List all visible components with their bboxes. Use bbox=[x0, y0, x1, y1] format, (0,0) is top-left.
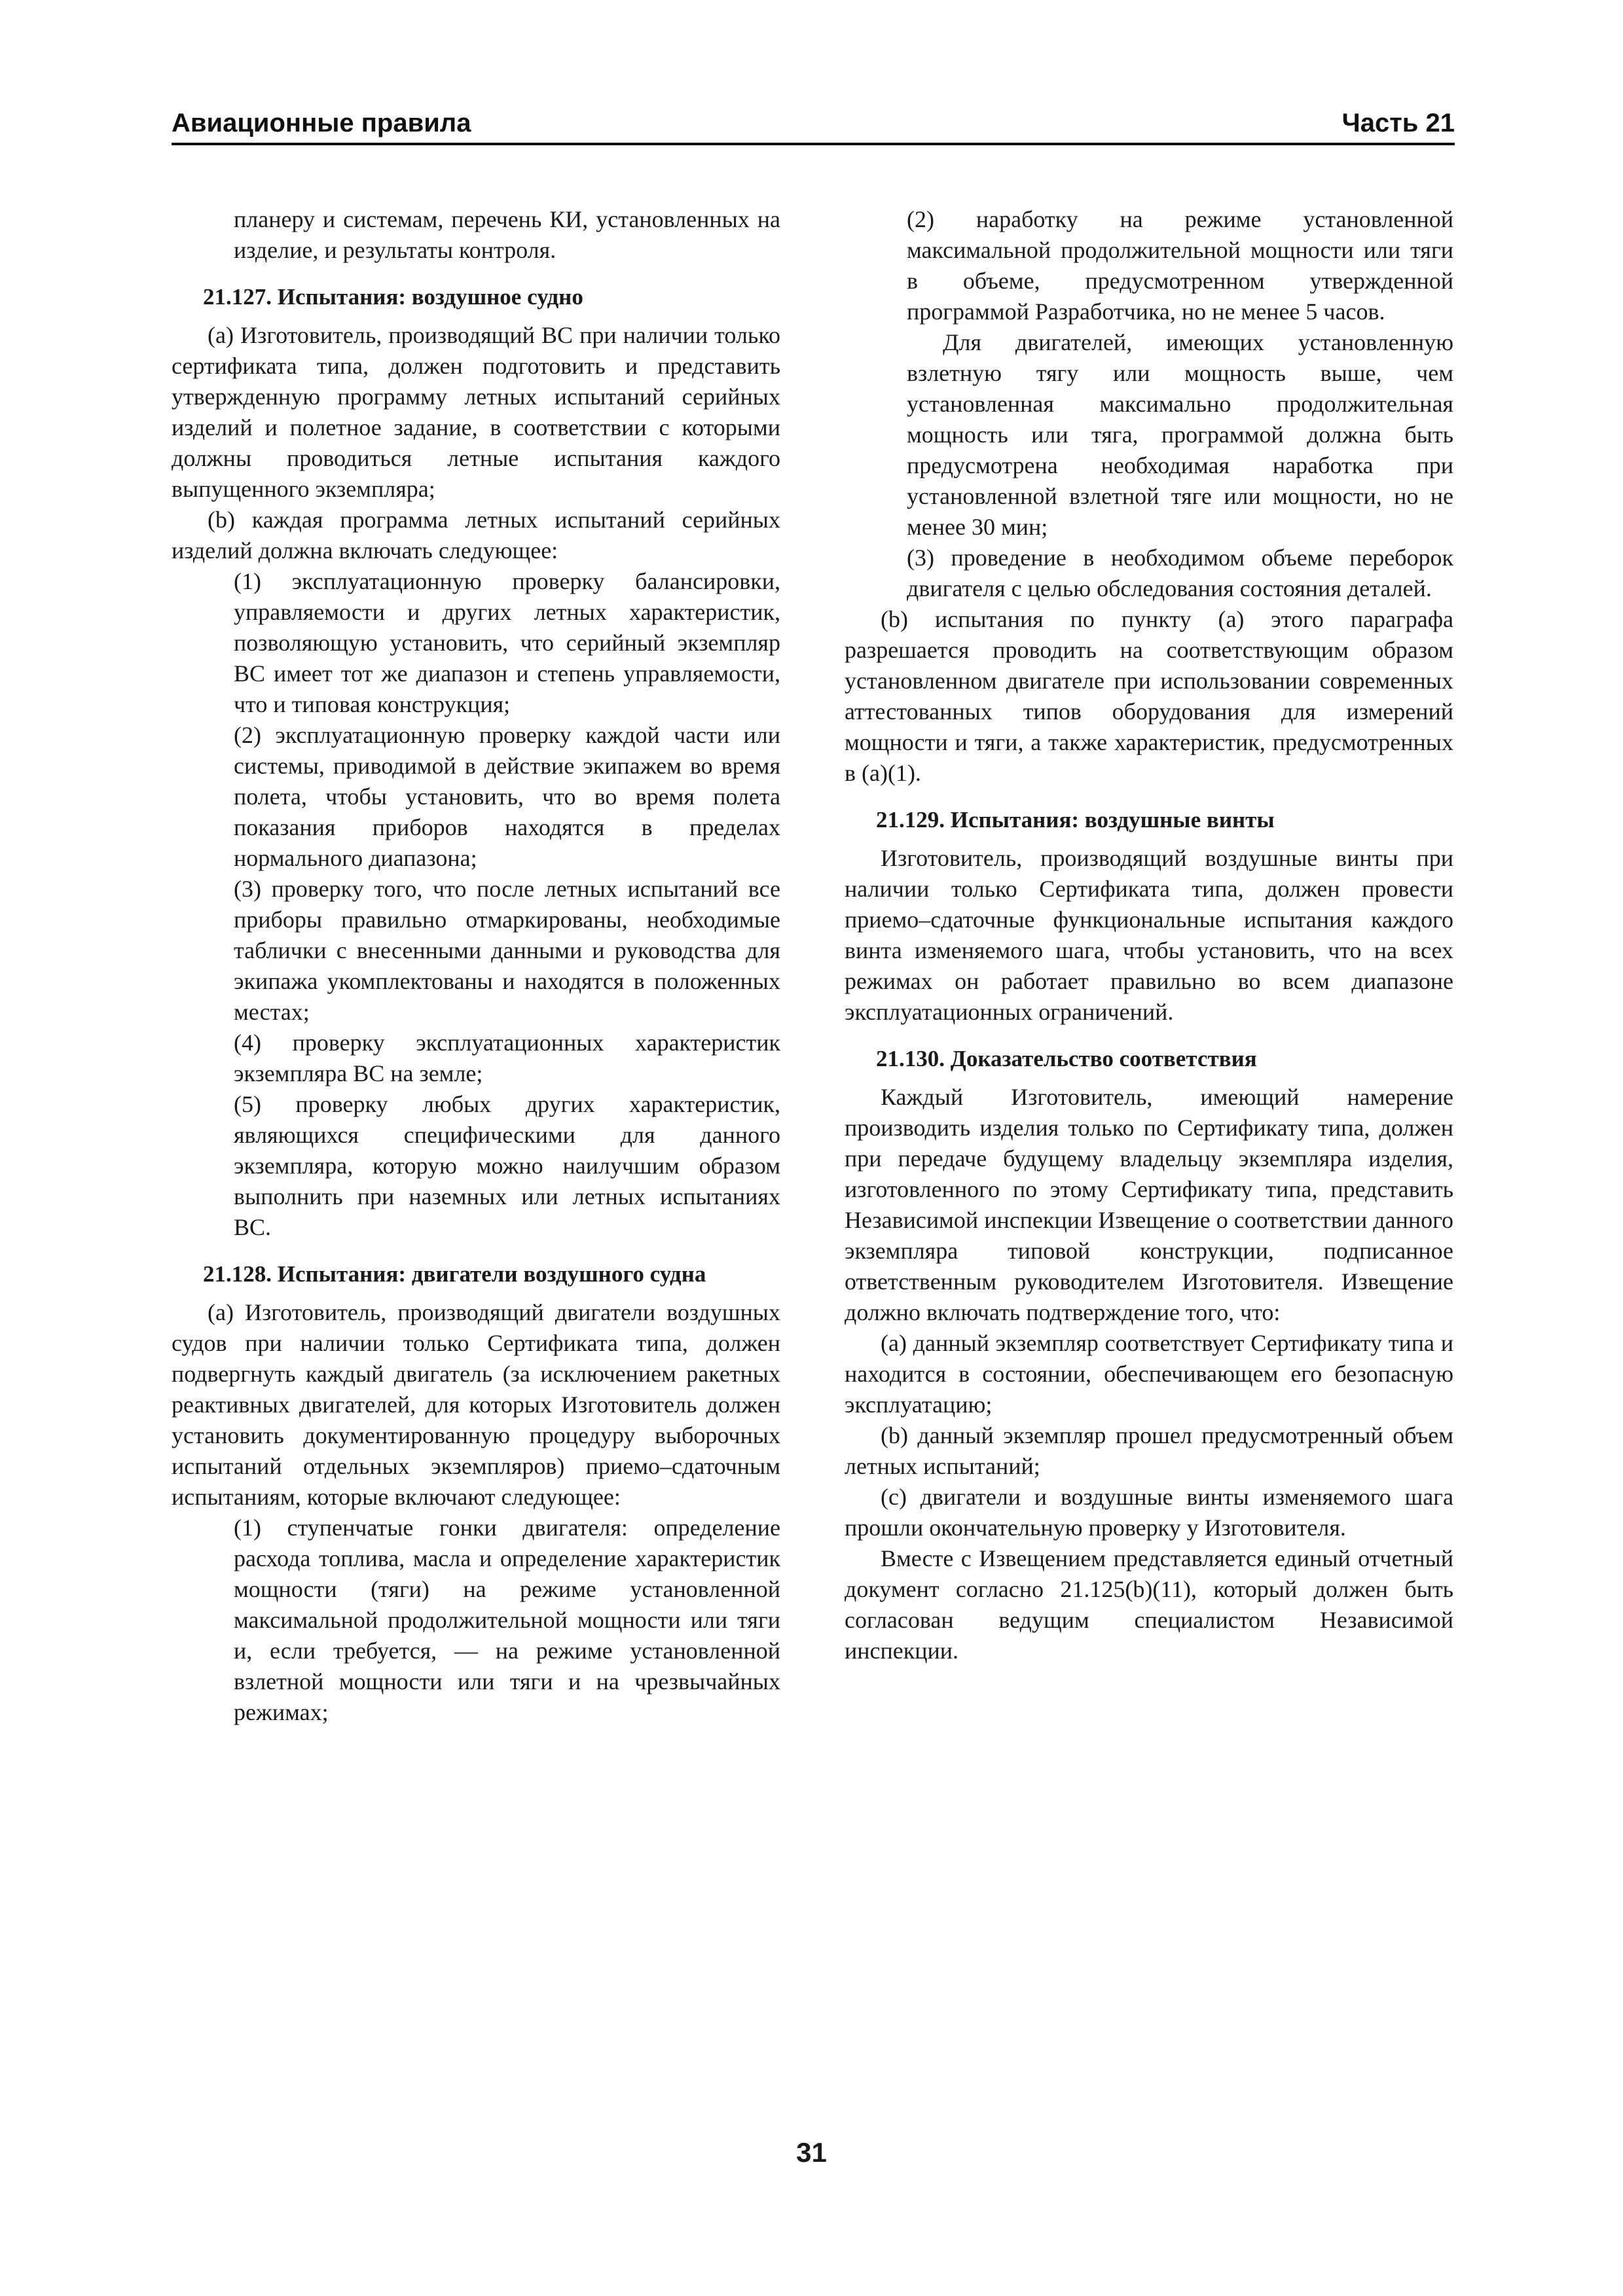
list-item: (5) проверку любых других характеристик, являющихся специфическими для данного экземпляра, которую можно наилучшим образом выполнить при наземных или летных испытаниях ВС. bbox=[234, 1091, 780, 1240]
paragraph: (c) двигатели и воздушные винты изменяемого шага прошли окончательную проверку у Изготовителя. bbox=[845, 1484, 1453, 1541]
paragraph: (b) каждая программа летных испытаний серийных изделий должна включать следующее: bbox=[172, 507, 780, 564]
list-item: (2) эксплуатационную проверку каждой части или системы, приводимой в действие экипажем во время полета, чтобы установить, что во время полета показания приборов находятся в пределах нормального диапазона; bbox=[234, 722, 780, 871]
paragraph: (b) испытания по пункту (a) этого параграфа разрешается проводить на соответствующим образом установленном двигателе при использовании современных аттестованных типов оборудования для измерений мощности и тяги, а также характеристик, предусмотренных в (a)(1). bbox=[845, 606, 1453, 786]
paragraph: Каждый Изготовитель, имеющий намерение производить изделия только по Сертификату типа, должен при передаче будущему владельцу экземпляра изделия, изготовленного по этому Сертификату типа, представить Независимой инспекции Извещение о соответствии данного экземпляра типовой конструкции, подписанное ответственным руководителем Изготовителя. Извещение должно включать подтверждение того, что: bbox=[845, 1084, 1453, 1325]
paragraph: (a) данный экземпляр соответствует Сертификату типа и находится в состоянии, обеспечивающем его безопасную эксплуатацию; bbox=[845, 1330, 1453, 1418]
document-title: Авиационные правила bbox=[172, 109, 471, 137]
list-item: (1) ступенчатые гонки двигателя: определение расхода топлива, масла и определение характеристик мощности (тяги) на режиме установленной максимальной продолжительной мощности или тяги и, если требуется, — на режиме установленной взлетной мощности или тяги и на чрезвычайных режимах; bbox=[234, 1515, 780, 1725]
list-item: (4) проверку эксплуатационных характеристик экземпляра ВС на земле; bbox=[234, 1030, 780, 1086]
list-item: (2) наработку на режиме установленной максимальной продолжительной мощности или тяги в объеме, предусмотренном утвержденной программой Разработчика, но не менее 5 часов. bbox=[907, 206, 1453, 325]
list-item-continuation: Для двигателей, имеющих установленную взлетную тягу или мощность выше, чем установленная максимально продолжительная мощность или тяга, программой должна быть предусмотрена необходимая наработка при установленной взлетной тяге или мощности, но не менее 30 мин; bbox=[907, 329, 1453, 540]
running-header bbox=[172, 105, 1455, 144]
section-heading: 21.130. Доказательство соответствия bbox=[876, 1046, 1257, 1071]
list-item: (1) эксплуатационную проверку балансировки, управляемости и других летных характеристик, позволяющую установить, что серийный экземпляр ВС имеет тот же диапазон и степень управляемости, что и типовая конструкция; bbox=[234, 568, 780, 717]
header-rule bbox=[172, 143, 1455, 145]
list-item: (3) проверку того, что после летных испытаний все приборы правильно отмаркированы, необходимые таблички с внесенными данными и руководства для экипажа укомплектованы и находятся в положенных местах; bbox=[234, 876, 780, 1025]
paragraph: (b) данный экземпляр прошел предусмотренный объем летных испытаний; bbox=[845, 1422, 1453, 1479]
right-column bbox=[845, 204, 1453, 1666]
section-heading: 21.129. Испытания: воздушные винты bbox=[876, 807, 1275, 833]
list-item: (3) проведение в необходимом объеме переборок двигателя с целью обследования состояния деталей. bbox=[907, 545, 1453, 601]
paragraph: (a) Изготовитель, производящий двигатели воздушных судов при наличии только Сертификата типа, должен подвергнуть каждый двигатель (за исключением ракетных реактивных двигателей, для которых Изготовитель должен установить документированную процедуру выборочных испытаний отдельных экземпляров) приемо–сдаточным испытаниям, которые включают следующее: bbox=[172, 1299, 780, 1510]
paragraph: Изготовитель, производящий воздушные винты при наличии только Сертификата типа, должен провести приемо–сдаточные функциональные испытания каждого винта изменяемого шага, чтобы установить, что на всех режимах он работает правильно во всем диапазоне эксплуатационных ограничений. bbox=[845, 845, 1453, 1025]
left-column bbox=[172, 204, 780, 1728]
part-label: Часть 21 bbox=[1341, 109, 1455, 137]
section-heading: 21.128. Испытания: двигатели воздушного судна bbox=[203, 1261, 706, 1287]
paragraph-continuation: планеру и системам, перечень КИ, установленных на изделие, и результаты контроля. bbox=[234, 206, 780, 263]
paragraph: Вместе с Извещением представляется единый отчетный документ согласно 21.125(b)(11), который должен быть согласован ведущим специалистом Независимой инспекции. bbox=[845, 1545, 1453, 1664]
section-heading: 21.127. Испытания: воздушное судно bbox=[203, 284, 583, 310]
paragraph: (a) Изготовитель, производящий ВС при наличии только сертификата типа, должен подготовить и представить утвержденную программу летных испытаний серийных изделий и полетное задание, в соответствии с которыми должны проводиться летные испытания каждого выпущенного экземпляра; bbox=[172, 322, 780, 502]
page-number: 31 bbox=[796, 2137, 827, 2168]
